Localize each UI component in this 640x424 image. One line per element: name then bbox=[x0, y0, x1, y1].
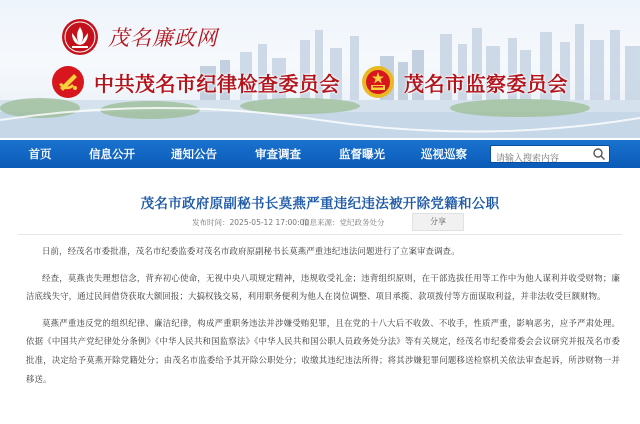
paragraph: 经查，莫燕丧失理想信念，背弃初心使命，无视中央八项规定精神，违规收受礼金；违背组织原则，在干部选拔任用等工作中为他人谋利并收受财物；廉洁底线失守，通过民间借贷获取大额回报；大搞权钱交易，利用职务便利为他人在岗位调整、项目承揽、款项拨付等方面谋取利益，并非法收受巨额财物。 bbox=[26, 272, 620, 302]
party-emblem-icon bbox=[50, 64, 86, 100]
party-commission bbox=[50, 60, 340, 104]
article-meta bbox=[0, 213, 640, 233]
search-icon[interactable] bbox=[591, 147, 607, 161]
search-box bbox=[490, 145, 610, 163]
national-emblem-icon bbox=[360, 64, 396, 100]
nav-item-info-disclosure[interactable]: 信息公开 bbox=[89, 147, 135, 161]
nav-item-home[interactable]: 首页 bbox=[28, 147, 52, 161]
main-navigation bbox=[0, 140, 640, 168]
search-input[interactable] bbox=[491, 151, 587, 167]
nav-item-inspection[interactable]: 巡视巡察 bbox=[421, 147, 467, 161]
site-banner bbox=[0, 0, 640, 138]
site-name: 茂名廉政网 bbox=[108, 26, 218, 50]
supervisory-commission-name: 茂名市监察委员会 bbox=[404, 71, 568, 96]
site-logo[interactable] bbox=[60, 15, 218, 59]
share-button[interactable]: 分享 bbox=[412, 213, 464, 231]
paragraph: 莫燕严重违反党的组织纪律、廉洁纪律，构成严重职务违法并涉嫌受贿犯罪，且在党的十八大后不收敛、不收手，性质严重，影响恶劣，应予严肃处理。依据《中国共产党纪律处分条例》《中华人民共和国监察法》《中华人民共和国公职人员政务处分法》等有关规定，经茂名市纪委常委会会议研究并报茂名市委批准，决定给予莫燕开除党籍处分；由茂名市监委给予其开除公职处分；收缴其违纪违法所得；将其涉嫌犯罪问题移送检察机关依法审查起诉，所涉财物一并移送。 bbox=[26, 317, 620, 384]
publish-time: 发布时间：2025-05-12 17:00:00 bbox=[192, 218, 310, 227]
nav-item-investigation[interactable]: 审查调查 bbox=[255, 147, 301, 161]
party-commission-name: 中共茂名市纪律检查委员会 bbox=[94, 71, 340, 96]
info-source: 信息来源：党纪政务处分 bbox=[302, 218, 385, 227]
organization-titles bbox=[0, 60, 640, 104]
article-body bbox=[26, 242, 620, 396]
article-title: 茂名市政府原副秘书长莫燕严重违纪违法被开除党籍和公职 bbox=[140, 196, 500, 212]
title-divider bbox=[18, 234, 622, 235]
paragraph: 日前，经茂名市委批准，茂名市纪委监委对茂名市政府原副秘书长莫燕严重违纪违法问题进行了立案审查调查。 bbox=[42, 246, 460, 256]
supervisory-commission bbox=[360, 60, 568, 104]
nav-item-exposure[interactable]: 监督曝光 bbox=[339, 147, 385, 161]
lotus-seal-icon bbox=[60, 17, 100, 57]
nav-item-notices[interactable]: 通知公告 bbox=[171, 147, 217, 161]
article bbox=[0, 168, 640, 424]
